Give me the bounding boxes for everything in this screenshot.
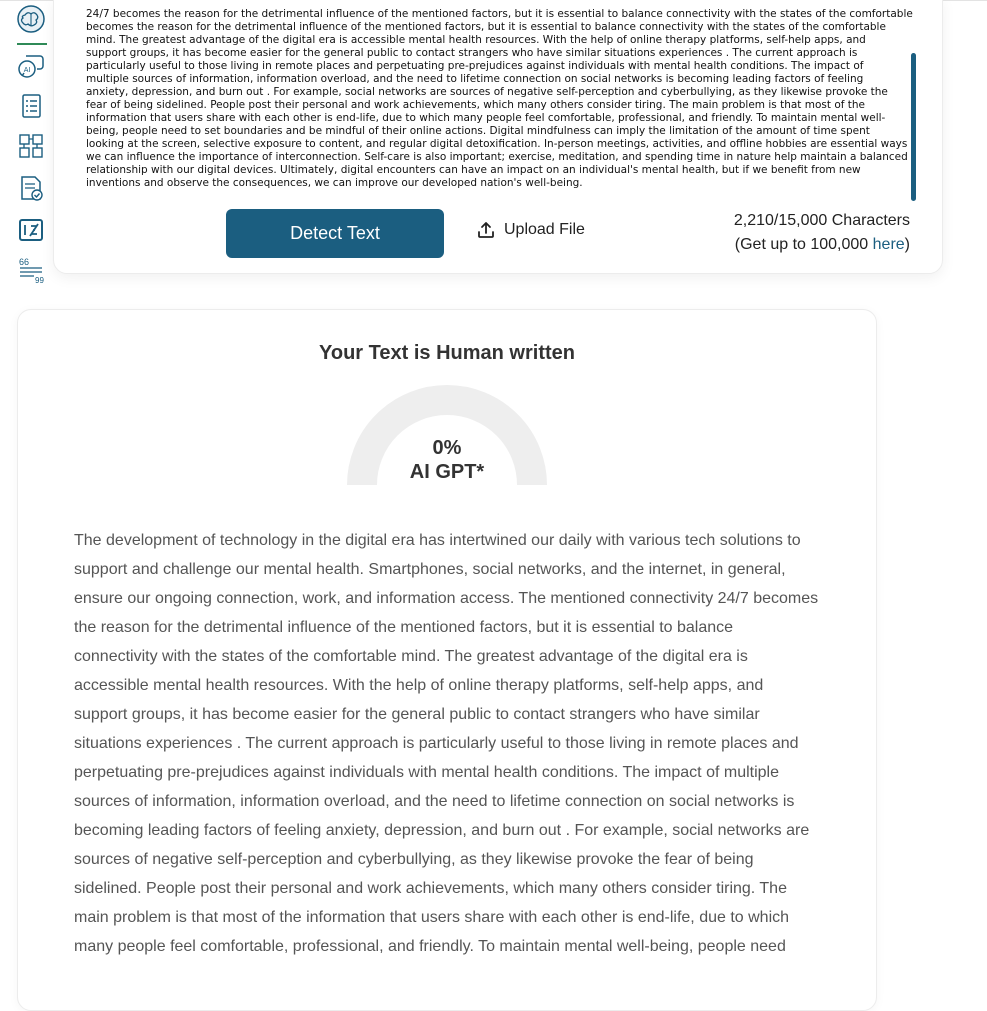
gauge-label [347, 436, 547, 484]
quote-text-icon[interactable] [14, 252, 48, 286]
svg-text:AI: AI [23, 67, 31, 74]
upload-file-label: Upload File [504, 221, 585, 238]
ai-label: AI GPT* [409, 461, 485, 483]
upgrade-suffix: ) [904, 236, 910, 253]
detect-text-button[interactable]: Detect Text [226, 209, 444, 258]
active-nav-indicator [17, 43, 47, 45]
compare-grid-icon[interactable] [14, 129, 48, 163]
svg-text:66: 66 [19, 257, 30, 267]
upload-file-button[interactable] [470, 217, 591, 243]
upgrade-note [734, 233, 910, 257]
partial-first-line: 24/7 becomes the reason for the detrimental influence of the mentioned factors, but it is essential to balance connectivity with the states of the comfortable [86, 8, 913, 20]
text-input-scrollbar[interactable] [911, 53, 916, 201]
upgrade-prefix: (Get up to 100,000 [734, 236, 873, 253]
analyzed-text: The development of technology in the digital era has intertwined our daily with various tech solutions to support and challenge our mental health. Smartphones, social networks, and the internet, in general, ensure our ongoing connection, work, and information access. The mentioned connectivity 24/7 becomes the reason for the detrimental influence of the mentioned factors, but it is essential to balance connectivity with the states of the comfortable mind. The greatest advantage of the digital era is accessible mental health resources. With the help of online therapy platforms, self-help apps, and support groups, it has become easier for the general public to contact strangers who have similar situations experiences . The current approach is particularly useful to those living in remote places and perpetuating pre-prejudices against individuals with mental health conditions. The impact of multiple sources of information, information overload, and the need to lifetime connection on social networks is becoming leading factors of feeling anxiety, depression, and burn out . For example, social networks are sources of negative self-perception and cyberbullying, as they likewise provoke the fear of being sidelined. People post their personal and work achievements, which many others consider tiring. The main problem is that most of the information that users share with each other is end-life, due to which many people feel comfortable, professional, and friendly. To maintain mental well-being, people need [74, 532, 819, 955]
document-check-icon[interactable] [14, 171, 48, 205]
character-counter [734, 209, 910, 257]
text-input[interactable] [86, 8, 913, 201]
input-text: becomes the reason for the detrimental influence of the mentioned factors, but it is essential to balance connectivity with the states of the comfortable mind. The greatest advantage of the digital era is accessible mental health resources. With the help of online therapy platforms, self-help apps, and support groups, it has become easier for the general public to contact strangers who have similar situations experiences . The current approach is particularly useful to those living in remote places and perpetuating pre-prejudices against individuals with mental health conditions. The impact of multiple sources of information, information overload, and the need to lifetime connection on social networks is becoming leading factors of feeling anxiety, depression, and burn out . For example, social networks are sources of negative self-perception and cyberbullying, as they likewise provoke the fear of being sidelined. People post their personal and work achievements, which many others consider tiring. The main problem is that most of the information that users share with each other is end-life, due to which many people feel comfortable, professional, and friendly. To maintain mental well-being, people need to set boundaries and be mindful of their online actions. Digital mindfulness can imply the limitation of the amount of time spent looking at the screen, selective exposure to content, and regular digital detoxification. In-person meetings, activities, and offline hobbies are essential ways we can influence the importance of interconnection. Self-care is also important; exercise, meditation, and spending time in nature help maintain a balanced relationship with our digital devices. Ultimately, digital encounters can have an impact on an individual's mental health, but if we benefit from new inventions and observe the consequences, we can improve our developed nation's well-being. [86, 21, 908, 189]
upload-icon [476, 220, 496, 240]
brain-logo-icon[interactable] [14, 2, 48, 36]
svg-text:99: 99 [35, 276, 44, 285]
character-count: 2,210/15,000 Characters [733, 212, 910, 229]
document-list-icon[interactable] [14, 89, 48, 123]
fraction-icon[interactable] [14, 213, 48, 247]
upgrade-link[interactable]: here [872, 236, 905, 253]
input-panel [53, 0, 943, 274]
ai-percentage: 0% [432, 437, 462, 459]
ai-chat-icon[interactable] [14, 48, 48, 82]
result-panel [17, 309, 877, 1011]
result-title: Your Text is Human written [319, 342, 575, 364]
